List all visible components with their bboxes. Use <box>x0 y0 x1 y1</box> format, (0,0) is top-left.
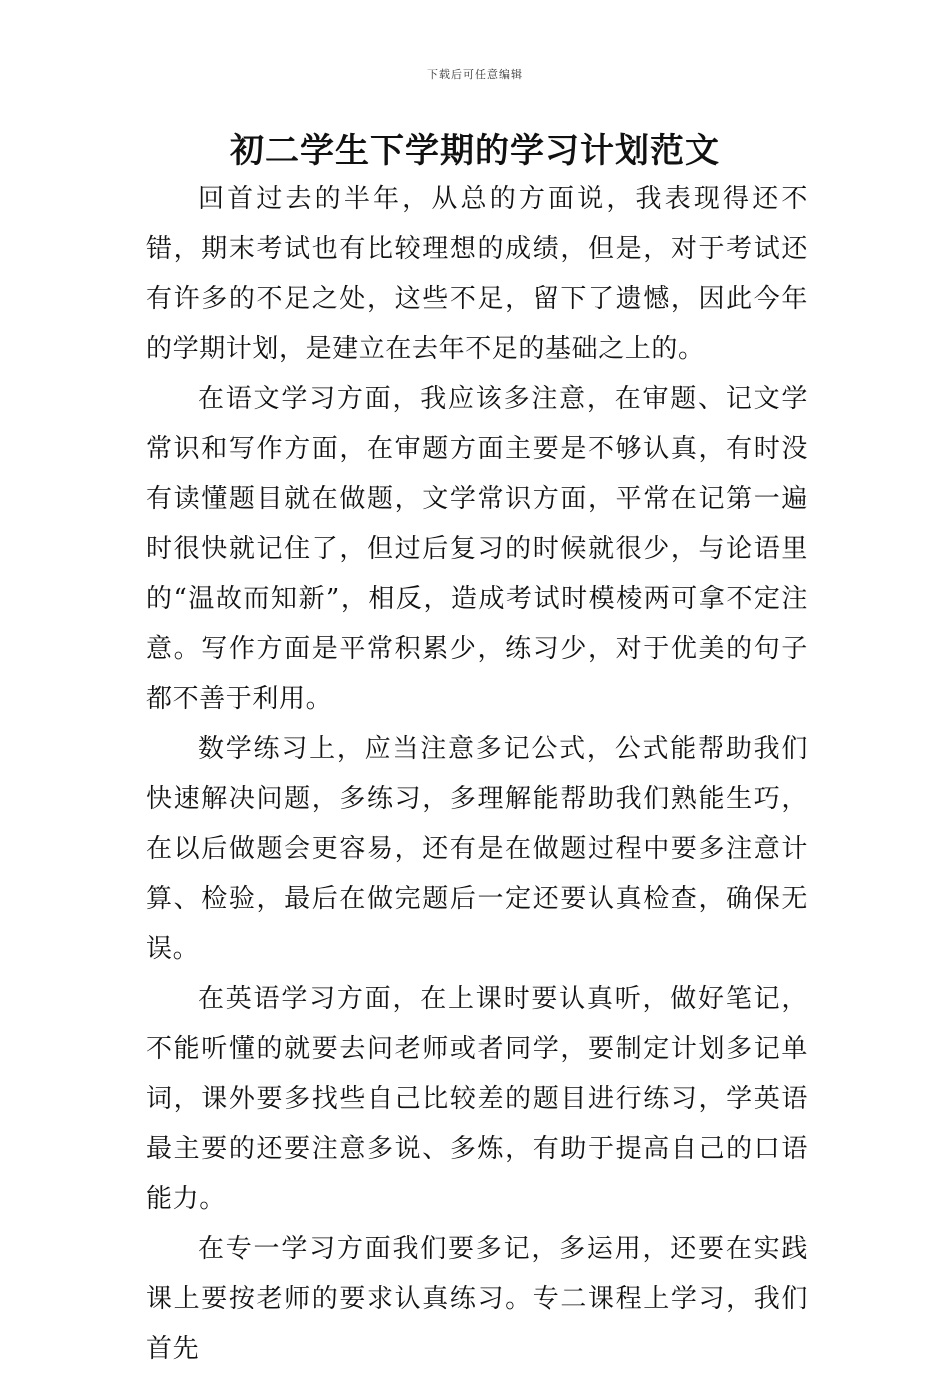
page-header-note: 下载后可任意编辑 <box>427 68 523 81</box>
paragraph-major: 在专一学习方面我们要多记，多运用，还要在实践课上要按老师的要求认真练习。专二课程上学习，我们首先 <box>146 1234 808 1364</box>
paragraph-chinese: 在语文学习方面，我应该多注意，在审题、记文学常识和写作方面，在审题方面主要是不够认真，有时没有读懂题目就在做题，文学常识方面，平常在记第一遍时很快就记住了，但过后复习的时候就很少，与论语里的“温故而知新”，相反，造成考试时模棱两可拿不定注意。写作方面是平常积累少，练习少，对于优美的句子都不善于利用。 <box>146 384 808 714</box>
document-title: 初二学生下学期的学习计划范文 <box>230 131 720 171</box>
paragraph-summary: 回首过去的半年，从总的方面说，我表现得还不错，期末考试也有比较理想的成绩，但是，对于考试还有许多的不足之处，这些不足，留下了遗憾，因此今年的学期计划，是建立在去年不足的基础之上的。 <box>146 184 808 364</box>
document-body <box>146 174 808 1374</box>
paragraph-english: 在英语学习方面，在上课时要认真听，做好笔记，不能听懂的就要去问老师或者同学，要制定计划多记单词，课外要多找些自己比较差的题目进行练习，学英语最主要的还要注意多说、多炼，有助于提高自己的口语能力。 <box>146 984 808 1214</box>
paragraph-math: 数学练习上，应当注意多记公式，公式能帮助我们快速解决问题，多练习，多理解能帮助我们熟能生巧，在以后做题会更容易，还有是在做题过程中要多注意计算、检验，最后在做完题后一定还要认真检查，确保无误。 <box>146 734 808 964</box>
